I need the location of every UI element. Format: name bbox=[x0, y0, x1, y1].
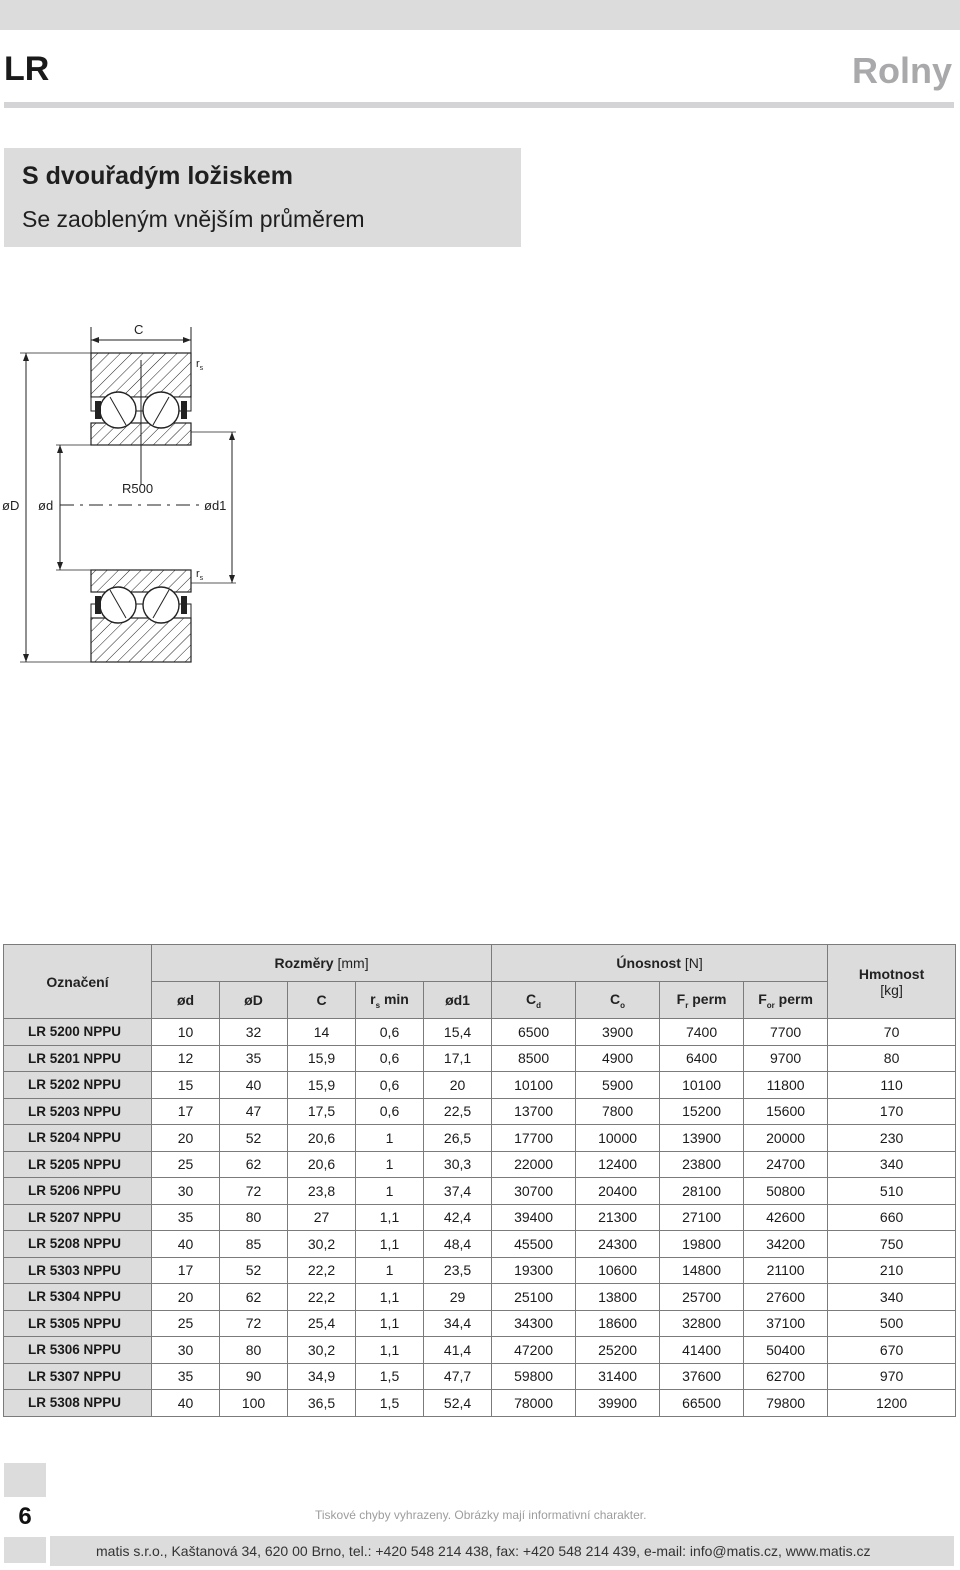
row-designation: LR 5205 NPPU bbox=[4, 1151, 152, 1178]
table-cell: 110 bbox=[828, 1072, 956, 1099]
table-cell: 36,5 bbox=[288, 1390, 356, 1417]
table-cell: 29 bbox=[424, 1284, 492, 1311]
table-cell: 170 bbox=[828, 1098, 956, 1125]
table-cell: 34300 bbox=[492, 1310, 576, 1337]
table-cell: 0,6 bbox=[356, 1072, 424, 1099]
table-cell: 25 bbox=[152, 1151, 220, 1178]
col-Fr-header: $F_r$ perm bbox=[660, 982, 744, 1019]
table-cell: 28100 bbox=[660, 1178, 744, 1205]
table-cell: 20 bbox=[152, 1284, 220, 1311]
table-cell: 41400 bbox=[660, 1337, 744, 1364]
row-designation: LR 5306 NPPU bbox=[4, 1337, 152, 1364]
table-cell: 230 bbox=[828, 1125, 956, 1152]
table-cell: 30700 bbox=[492, 1178, 576, 1205]
table-cell: 41,4 bbox=[424, 1337, 492, 1364]
table-cell: 20000 bbox=[744, 1125, 828, 1152]
table-cell: 30 bbox=[152, 1178, 220, 1205]
row-designation: LR 5208 NPPU bbox=[4, 1231, 152, 1258]
table-cell: 17 bbox=[152, 1257, 220, 1284]
dimensions-group-header: Rozměry [mm] bbox=[152, 945, 492, 982]
table-cell: 20,6 bbox=[288, 1151, 356, 1178]
col-rs-header: $r_s$ min bbox=[356, 982, 424, 1019]
row-designation: LR 5304 NPPU bbox=[4, 1284, 152, 1311]
page-number: 6 bbox=[4, 1497, 46, 1537]
table-cell: 14800 bbox=[660, 1257, 744, 1284]
section-title: S dvouřadým ložiskem bbox=[22, 162, 293, 190]
table-cell: 17 bbox=[152, 1098, 220, 1125]
table-cell: 6400 bbox=[660, 1045, 744, 1072]
table-cell: 27100 bbox=[660, 1204, 744, 1231]
table-cell: 510 bbox=[828, 1178, 956, 1205]
table-cell: 500 bbox=[828, 1310, 956, 1337]
table-cell: 22,5 bbox=[424, 1098, 492, 1125]
disclaimer: Tiskové chyby vyhrazeny. Obrázky mají informativní charakter. bbox=[315, 1508, 647, 1522]
table-cell: 31400 bbox=[576, 1363, 660, 1390]
table-cell: 21100 bbox=[744, 1257, 828, 1284]
table-cell: 10000 bbox=[576, 1125, 660, 1152]
row-designation: LR 5207 NPPU bbox=[4, 1204, 152, 1231]
row-designation: LR 5305 NPPU bbox=[4, 1310, 152, 1337]
table-cell: 72 bbox=[220, 1178, 288, 1205]
table-cell: 37600 bbox=[660, 1363, 744, 1390]
row-designation: LR 5308 NPPU bbox=[4, 1390, 152, 1417]
table-cell: 0,6 bbox=[356, 1019, 424, 1046]
rs-top-label: $r_s$ bbox=[196, 358, 204, 372]
table-cell: 34,4 bbox=[424, 1310, 492, 1337]
footer-bar bbox=[50, 1536, 954, 1566]
table-cell: 18600 bbox=[576, 1310, 660, 1337]
bearing-spec-table bbox=[3, 944, 956, 1417]
table-cell: 15600 bbox=[744, 1098, 828, 1125]
table-cell: 52,4 bbox=[424, 1390, 492, 1417]
header-rule bbox=[4, 102, 954, 108]
table-cell: 7700 bbox=[744, 1019, 828, 1046]
row-designation: LR 5203 NPPU bbox=[4, 1098, 152, 1125]
table-cell: 35 bbox=[152, 1363, 220, 1390]
spec-table-body bbox=[4, 1019, 956, 1417]
table-cell: 340 bbox=[828, 1284, 956, 1311]
table-cell: 37100 bbox=[744, 1310, 828, 1337]
row-designation: LR 5307 NPPU bbox=[4, 1363, 152, 1390]
table-cell: 80 bbox=[220, 1204, 288, 1231]
table-cell: 34,9 bbox=[288, 1363, 356, 1390]
table-cell: 1 bbox=[356, 1178, 424, 1205]
section-subtitle: Se zaobleným vnějším průměrem bbox=[22, 206, 365, 232]
table-cell: 15200 bbox=[660, 1098, 744, 1125]
col-Cd-header: $C_d$ bbox=[492, 982, 576, 1019]
table-cell: 1,1 bbox=[356, 1204, 424, 1231]
table-row bbox=[4, 1257, 956, 1284]
table-cell: 23800 bbox=[660, 1151, 744, 1178]
table-row bbox=[4, 1310, 956, 1337]
table-cell: 78000 bbox=[492, 1390, 576, 1417]
table-cell: 8500 bbox=[492, 1045, 576, 1072]
row-designation: LR 5202 NPPU bbox=[4, 1072, 152, 1099]
table-cell: 39900 bbox=[576, 1390, 660, 1417]
table-cell: 40 bbox=[152, 1390, 220, 1417]
table-cell: 34200 bbox=[744, 1231, 828, 1258]
contact-info: matis s.r.o., Kaštanová 34, 620 00 Brno, tel.: +420 548 214 438, fax: +420 548 214 439, e-mail: info@matis.cz, www.matis.cz bbox=[96, 1543, 871, 1559]
table-cell: 6500 bbox=[492, 1019, 576, 1046]
table-cell: 340 bbox=[828, 1151, 956, 1178]
table-cell: 21300 bbox=[576, 1204, 660, 1231]
table-cell: 1 bbox=[356, 1257, 424, 1284]
table-cell: 80 bbox=[828, 1045, 956, 1072]
table-cell: 22000 bbox=[492, 1151, 576, 1178]
table-cell: 750 bbox=[828, 1231, 956, 1258]
table-cell: 52 bbox=[220, 1125, 288, 1152]
table-cell: 1,1 bbox=[356, 1231, 424, 1258]
table-cell: 85 bbox=[220, 1231, 288, 1258]
table-cell: 12400 bbox=[576, 1151, 660, 1178]
table-cell: 37,4 bbox=[424, 1178, 492, 1205]
dim-c-label: C bbox=[134, 322, 144, 337]
section-header bbox=[4, 148, 521, 247]
table-cell: 47 bbox=[220, 1098, 288, 1125]
table-cell: 1,1 bbox=[356, 1284, 424, 1311]
table-row bbox=[4, 1072, 956, 1099]
table-row bbox=[4, 1045, 956, 1072]
row-designation: LR 5200 NPPU bbox=[4, 1019, 152, 1046]
table-cell: 3900 bbox=[576, 1019, 660, 1046]
table-row bbox=[4, 1390, 956, 1417]
col-d-header: ød bbox=[152, 982, 220, 1019]
table-row bbox=[4, 1125, 956, 1152]
table-cell: 23,8 bbox=[288, 1178, 356, 1205]
table-cell: 50800 bbox=[744, 1178, 828, 1205]
table-cell: 660 bbox=[828, 1204, 956, 1231]
table-cell: 25 bbox=[152, 1310, 220, 1337]
table-cell: 19300 bbox=[492, 1257, 576, 1284]
col-C-header: C bbox=[288, 982, 356, 1019]
table-cell: 47,7 bbox=[424, 1363, 492, 1390]
table-cell: 50400 bbox=[744, 1337, 828, 1364]
table-cell: 24300 bbox=[576, 1231, 660, 1258]
table-cell: 45500 bbox=[492, 1231, 576, 1258]
table-cell: 7800 bbox=[576, 1098, 660, 1125]
table-cell: 9700 bbox=[744, 1045, 828, 1072]
table-cell: 0,6 bbox=[356, 1098, 424, 1125]
table-cell: 42,4 bbox=[424, 1204, 492, 1231]
top-bar bbox=[0, 0, 960, 30]
table-row bbox=[4, 1363, 956, 1390]
col-d1-header: ød1 bbox=[424, 982, 492, 1019]
table-cell: 1 bbox=[356, 1125, 424, 1152]
row-designation: LR 5204 NPPU bbox=[4, 1125, 152, 1152]
table-cell: 30,2 bbox=[288, 1231, 356, 1258]
table-cell: 10100 bbox=[660, 1072, 744, 1099]
col-Co-header: $C_o$ bbox=[576, 982, 660, 1019]
table-cell: 13700 bbox=[492, 1098, 576, 1125]
row-designation: LR 5201 NPPU bbox=[4, 1045, 152, 1072]
table-cell: 20 bbox=[424, 1072, 492, 1099]
table-cell: 17700 bbox=[492, 1125, 576, 1152]
table-cell: 13800 bbox=[576, 1284, 660, 1311]
table-cell: 11800 bbox=[744, 1072, 828, 1099]
table-cell: 23,5 bbox=[424, 1257, 492, 1284]
table-cell: 12 bbox=[152, 1045, 220, 1072]
table-row bbox=[4, 1231, 956, 1258]
inner-d-label: ød bbox=[38, 498, 54, 513]
table-row bbox=[4, 1337, 956, 1364]
table-cell: 1,1 bbox=[356, 1337, 424, 1364]
table-cell: 25100 bbox=[492, 1284, 576, 1311]
table-cell: 100 bbox=[220, 1390, 288, 1417]
table-cell: 90 bbox=[220, 1363, 288, 1390]
row-designation: LR 5206 NPPU bbox=[4, 1178, 152, 1205]
radius-label: R500 bbox=[122, 481, 154, 496]
table-cell: 1,5 bbox=[356, 1390, 424, 1417]
table-cell: 62 bbox=[220, 1284, 288, 1311]
designation-header: Označení bbox=[4, 945, 152, 1019]
table-cell: 20 bbox=[152, 1125, 220, 1152]
table-cell: 14 bbox=[288, 1019, 356, 1046]
table-cell: 66500 bbox=[660, 1390, 744, 1417]
mass-header: Hmotnost [kg] bbox=[828, 945, 956, 1019]
d1-label: ød1 bbox=[204, 498, 227, 513]
table-cell: 17,1 bbox=[424, 1045, 492, 1072]
table-cell: 25700 bbox=[660, 1284, 744, 1311]
table-cell: 27 bbox=[288, 1204, 356, 1231]
table-cell: 1,5 bbox=[356, 1363, 424, 1390]
table-cell: 210 bbox=[828, 1257, 956, 1284]
col-D-header: øD bbox=[220, 982, 288, 1019]
table-cell: 22,2 bbox=[288, 1257, 356, 1284]
table-cell: 20,6 bbox=[288, 1125, 356, 1152]
table-cell: 72 bbox=[220, 1310, 288, 1337]
table-cell: 0,6 bbox=[356, 1045, 424, 1072]
row-designation: LR 5303 NPPU bbox=[4, 1257, 152, 1284]
series-title: LR bbox=[4, 50, 50, 88]
bearing-cross-section-drawing bbox=[0, 315, 260, 675]
table-cell: 47200 bbox=[492, 1337, 576, 1364]
table-cell: 20400 bbox=[576, 1178, 660, 1205]
table-cell: 5900 bbox=[576, 1072, 660, 1099]
table-cell: 1 bbox=[356, 1151, 424, 1178]
table-row bbox=[4, 1284, 956, 1311]
table-cell: 10 bbox=[152, 1019, 220, 1046]
capacity-group-header: Únosnost [N] bbox=[492, 945, 828, 982]
table-cell: 26,5 bbox=[424, 1125, 492, 1152]
table-cell: 62 bbox=[220, 1151, 288, 1178]
outer-d-label: øD bbox=[2, 498, 20, 513]
table-row bbox=[4, 1204, 956, 1231]
table-cell: 24700 bbox=[744, 1151, 828, 1178]
table-cell: 80 bbox=[220, 1337, 288, 1364]
table-cell: 70 bbox=[828, 1019, 956, 1046]
table-cell: 25200 bbox=[576, 1337, 660, 1364]
table-cell: 32800 bbox=[660, 1310, 744, 1337]
table-cell: 22,2 bbox=[288, 1284, 356, 1311]
table-cell: 13900 bbox=[660, 1125, 744, 1152]
table-cell: 35 bbox=[152, 1204, 220, 1231]
table-cell: 42600 bbox=[744, 1204, 828, 1231]
table-cell: 79800 bbox=[744, 1390, 828, 1417]
table-cell: 10600 bbox=[576, 1257, 660, 1284]
table-cell: 52 bbox=[220, 1257, 288, 1284]
rs-bottom-label: $r_s$ bbox=[196, 568, 204, 582]
table-cell: 48,4 bbox=[424, 1231, 492, 1258]
table-cell: 30 bbox=[152, 1337, 220, 1364]
table-cell: 19800 bbox=[660, 1231, 744, 1258]
table-row bbox=[4, 1098, 956, 1125]
table-cell: 7400 bbox=[660, 1019, 744, 1046]
table-cell: 15,4 bbox=[424, 1019, 492, 1046]
table-cell: 1200 bbox=[828, 1390, 956, 1417]
table-row bbox=[4, 1178, 956, 1205]
table-cell: 39400 bbox=[492, 1204, 576, 1231]
table-cell: 59800 bbox=[492, 1363, 576, 1390]
table-cell: 970 bbox=[828, 1363, 956, 1390]
table-cell: 15 bbox=[152, 1072, 220, 1099]
table-cell: 10100 bbox=[492, 1072, 576, 1099]
table-cell: 30,3 bbox=[424, 1151, 492, 1178]
table-cell: 17,5 bbox=[288, 1098, 356, 1125]
table-cell: 35 bbox=[220, 1045, 288, 1072]
table-cell: 30,2 bbox=[288, 1337, 356, 1364]
table-cell: 25,4 bbox=[288, 1310, 356, 1337]
table-cell: 62700 bbox=[744, 1363, 828, 1390]
table-cell: 27600 bbox=[744, 1284, 828, 1311]
table-cell: 32 bbox=[220, 1019, 288, 1046]
table-cell: 40 bbox=[152, 1231, 220, 1258]
table-cell: 15,9 bbox=[288, 1072, 356, 1099]
table-cell: 1,1 bbox=[356, 1310, 424, 1337]
table-row bbox=[4, 1151, 956, 1178]
table-cell: 670 bbox=[828, 1337, 956, 1364]
category-title: Rolny bbox=[851, 50, 952, 91]
table-cell: 40 bbox=[220, 1072, 288, 1099]
table-row bbox=[4, 1019, 956, 1046]
table-cell: 4900 bbox=[576, 1045, 660, 1072]
table-cell: 15,9 bbox=[288, 1045, 356, 1072]
col-For-header: $F_{or}$ perm bbox=[744, 982, 828, 1019]
